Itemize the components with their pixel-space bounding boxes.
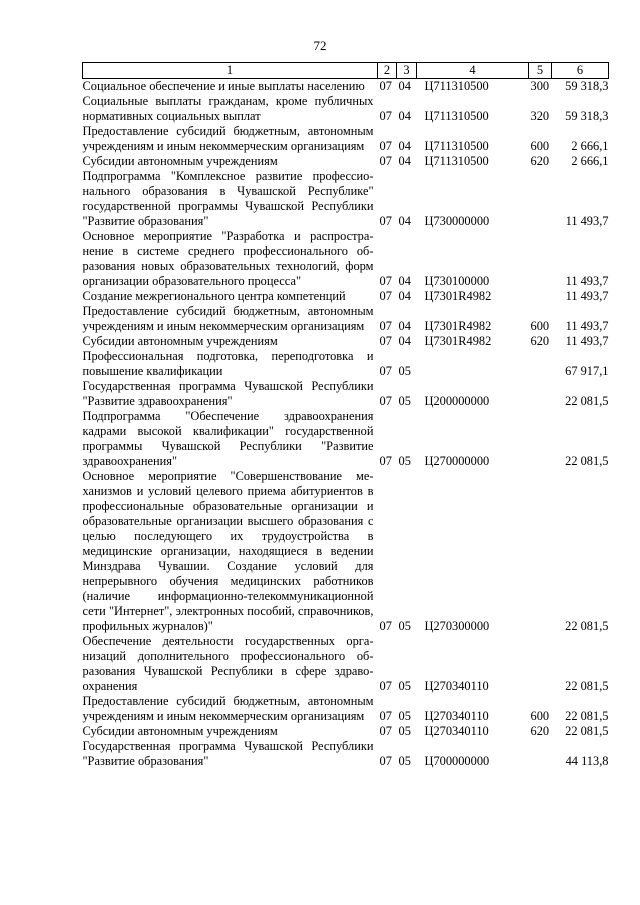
row-target-article: Ц7301R4982 — [424, 334, 492, 348]
row-section-code: 07 — [379, 274, 392, 288]
row-subsection-code: 05 — [398, 679, 411, 693]
row-expense-type: 600 — [530, 709, 550, 723]
row-name: Подпрограмма "Комплексное развитие профессионального образования в Чувашской Республике" государственной программы Чувашской Республики "Развитие образования" — [82, 169, 374, 228]
table-header — [83, 63, 609, 79]
row-subsection-code: 04 — [398, 214, 411, 228]
row-expense-type: 620 — [530, 724, 550, 738]
row-section-code: 07 — [379, 754, 392, 768]
row-expense-type: 600 — [530, 139, 550, 153]
row-amount: 22 081,5 — [565, 394, 609, 408]
row-expense-type: 600 — [530, 319, 550, 333]
row-expense-type — [529, 349, 552, 379]
table-row — [83, 469, 609, 634]
header-col-1: 1 — [83, 63, 378, 79]
row-name: Социальное обеспечение и иные выплаты населению — [82, 79, 365, 93]
header-col-3: 3 — [397, 63, 417, 79]
row-name: Подпрограмма "Обеспечение здравоохранения кадрами высокой квалификации" государственной программы Чувашской Республики "Развитие здравоохранения" — [82, 409, 374, 468]
row-subsection-code: 04 — [398, 79, 411, 93]
row-target-article: Ц711310500 — [424, 154, 489, 168]
row-target-article: Ц270000000 — [424, 454, 490, 468]
row-section-code: 07 — [379, 289, 392, 303]
table-row — [83, 379, 609, 409]
row-amount: 59 318,3 — [565, 109, 609, 123]
table-row — [83, 94, 609, 124]
header-col-4: 4 — [417, 63, 529, 79]
row-target-article: Ц730000000 — [424, 214, 490, 228]
table-row — [83, 229, 609, 289]
row-subsection-code: 04 — [398, 154, 411, 168]
page-number: 72 — [313, 38, 327, 53]
row-expense-type — [529, 739, 552, 769]
row-target-article: Ц270340110 — [424, 724, 489, 738]
row-subsection-code: 05 — [398, 754, 411, 768]
row-name: Предоставление субсидий бюджетным, автономным учреждениям и иным некоммерческим организациям — [82, 694, 374, 723]
row-expense-type: 300 — [530, 79, 550, 93]
row-name: Субсидии автономным учреждениям — [82, 334, 278, 348]
table-row — [83, 694, 609, 724]
row-name: Основное мероприятие "Разработка и распространение в системе среднего профессионального образования новых образовательных технологий, форм организации образовательного процесса" — [82, 229, 374, 288]
row-amount: 22 081,5 — [565, 724, 609, 738]
row-target-article: Ц270340110 — [424, 709, 489, 723]
row-name: Профессиональная подготовка, переподготовка и повышение квалификации — [82, 349, 374, 378]
table-row — [83, 79, 609, 95]
row-target-article: Ц700000000 — [424, 754, 490, 768]
row-subsection-code: 04 — [398, 319, 411, 333]
row-name: Государственная программа Чувашской Республики "Развитие здравоохранения" — [82, 379, 374, 408]
row-name: Обеспечение деятельности государственных организаций дополнительного профессионального образования Чувашской Республики в сфере здравоохранения — [82, 634, 374, 693]
row-subsection-code: 05 — [398, 619, 411, 633]
row-name: Государственная программа Чувашской Республики "Развитие образования" — [82, 739, 374, 768]
row-name: Предоставление субсидий бюджетным, автономным учреждениям и иным некоммерческим организациям — [82, 124, 374, 153]
row-target-article: Ц711310500 — [424, 109, 489, 123]
row-target-article: Ц711310500 — [424, 139, 489, 153]
table-row — [83, 409, 609, 469]
row-section-code: 07 — [379, 454, 392, 468]
table-body — [83, 79, 609, 770]
row-amount: 11 493,7 — [565, 334, 609, 348]
row-amount: 11 493,7 — [565, 319, 609, 333]
row-section-code: 07 — [379, 79, 392, 93]
table-row — [83, 334, 609, 349]
table-row — [83, 724, 609, 739]
row-subsection-code: 04 — [398, 109, 411, 123]
row-section-code: 07 — [379, 709, 392, 723]
row-name: Создание межрегионального центра компетенций — [82, 289, 346, 303]
row-subsection-code: 04 — [398, 289, 411, 303]
row-expense-type — [529, 289, 552, 304]
table-row — [83, 289, 609, 304]
row-section-code: 07 — [379, 334, 392, 348]
row-amount: 2 666,1 — [571, 139, 609, 153]
row-amount: 11 493,7 — [565, 214, 609, 228]
row-expense-type — [529, 469, 552, 634]
table-row — [83, 304, 609, 334]
row-amount: 67 917,1 — [565, 364, 609, 378]
row-amount: 59 318,3 — [565, 79, 609, 93]
row-expense-type: 620 — [530, 154, 550, 168]
header-row — [83, 63, 609, 79]
row-target-article: Ц200000000 — [424, 394, 490, 408]
row-expense-type — [529, 409, 552, 469]
table-row — [83, 739, 609, 769]
row-amount: 2 666,1 — [571, 154, 609, 168]
row-expense-type: 620 — [530, 334, 550, 348]
row-amount: 11 493,7 — [565, 289, 609, 303]
table-row — [83, 154, 609, 169]
row-amount: 22 081,5 — [565, 679, 609, 693]
row-name: Социальные выплаты гражданам, кроме публичных нормативных социальных выплат — [82, 94, 374, 123]
row-subsection-code: 04 — [398, 334, 411, 348]
table-row — [83, 169, 609, 229]
row-name: Субсидии автономным учреждениям — [82, 724, 278, 738]
row-name: Предоставление субсидий бюджетным, автономным учреждениям и иным некоммерческим организациям — [82, 304, 374, 333]
row-amount: 22 081,5 — [565, 454, 609, 468]
row-section-code: 07 — [379, 109, 392, 123]
row-subsection-code: 04 — [398, 139, 411, 153]
row-expense-type — [529, 379, 552, 409]
row-target-article — [417, 349, 529, 379]
row-subsection-code: 04 — [398, 274, 411, 288]
budget-table-container — [82, 62, 608, 769]
row-section-code: 07 — [379, 724, 392, 738]
row-name: Основное мероприятие "Совершенствование механизмов и условий целевого приема абитуриентов в профессиональные образовательные организации и образовательные организации высшего образования с целью последующего их трудоустройства в медицинские организации, находящиеся в ведении Минздрава Чувашии. Создание условий для непрерывного обучения медицинских работников (наличие информационно-телекоммуникационной сети "Интернет", электронных пособий, справочников, профильных журналов)" — [82, 469, 374, 633]
row-section-code: 07 — [379, 394, 392, 408]
row-subsection-code: 05 — [398, 364, 411, 378]
row-expense-type — [529, 634, 552, 694]
row-section-code: 07 — [379, 619, 392, 633]
row-section-code: 07 — [379, 139, 392, 153]
row-target-article: Ц270340110 — [424, 679, 489, 693]
budget-table — [82, 62, 609, 769]
table-row — [83, 349, 609, 379]
row-amount: 44 113,8 — [565, 754, 609, 768]
row-target-article: Ц730100000 — [424, 274, 490, 288]
row-target-article: Ц7301R4982 — [424, 289, 492, 303]
row-amount: 11 493,7 — [565, 274, 609, 288]
row-section-code: 07 — [379, 214, 392, 228]
row-subsection-code: 05 — [398, 454, 411, 468]
row-target-article: Ц711310500 — [424, 79, 489, 93]
header-col-5: 5 — [529, 63, 552, 79]
row-subsection-code: 05 — [398, 724, 411, 738]
row-target-article: Ц7301R4982 — [424, 319, 492, 333]
row-subsection-code: 05 — [398, 709, 411, 723]
header-col-2: 2 — [378, 63, 397, 79]
table-row — [83, 634, 609, 694]
header-col-6: 6 — [552, 63, 609, 79]
row-expense-type: 320 — [530, 109, 550, 123]
row-subsection-code: 05 — [398, 394, 411, 408]
row-expense-type — [529, 229, 552, 289]
row-section-code: 07 — [379, 154, 392, 168]
row-section-code: 07 — [379, 319, 392, 333]
row-section-code: 07 — [379, 679, 392, 693]
row-section-code: 07 — [379, 364, 392, 378]
row-amount: 22 081,5 — [565, 709, 609, 723]
table-row — [83, 124, 609, 154]
row-name: Субсидии автономным учреждениям — [82, 154, 278, 168]
row-expense-type — [529, 169, 552, 229]
row-amount: 22 081,5 — [565, 619, 609, 633]
row-target-article: Ц270300000 — [424, 619, 490, 633]
